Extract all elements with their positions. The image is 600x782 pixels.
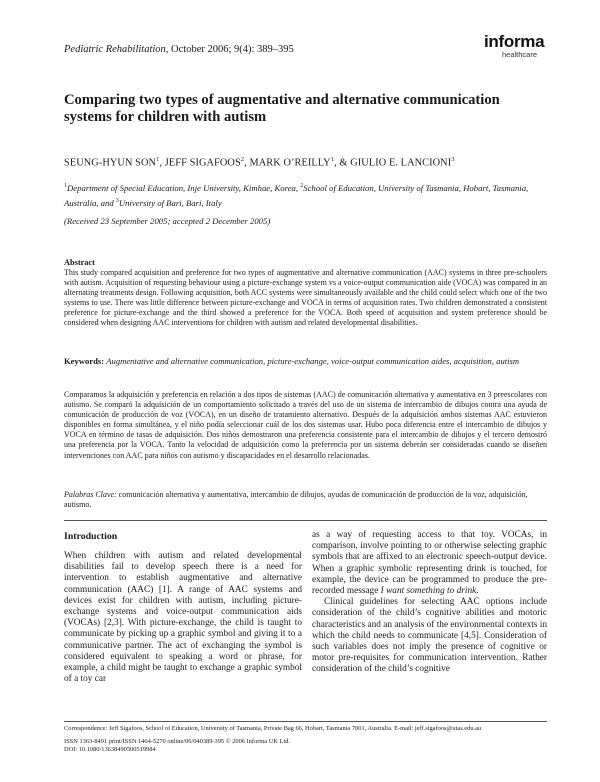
palabras-clave-section xyxy=(64,490,547,510)
affiliation-mark: 2 xyxy=(300,183,304,189)
journal-issue: October 2006; 9(4): 389–395 xyxy=(171,44,294,55)
page-footer xyxy=(64,725,547,754)
affiliation-3: University of Bari, Bari, Italy xyxy=(118,197,222,208)
footnote-divider xyxy=(64,721,547,722)
author-affiliation-mark: 3 xyxy=(451,156,455,163)
abstract-heading: Abstract xyxy=(64,258,95,267)
author-affiliation-mark: 2 xyxy=(240,156,245,163)
affiliation-mark: 3 xyxy=(115,197,119,204)
intro-paragraph: Clinical guidelines for selecting AAC options include consideration of the child’s cognitive abilities and motoric characteristics and an analysis of the environmental contexts in which the child needs to communicate [4,5]. Consideration of such variables does not imply the presence of cognitive or motor pre-requisites for communication intervention. Rather consideration of the child’s cognitive xyxy=(312,597,547,675)
author-name: JEFF SIGAFOOS xyxy=(164,157,241,169)
body-column-left xyxy=(64,551,302,685)
author-separator: , xyxy=(159,157,165,169)
doi-line: DOI: 10.1080/13638490500519984 xyxy=(64,746,156,753)
author-name: SEUNG-HYUN SON xyxy=(64,157,157,169)
intro-text: as a way of requesting access to that toy. VOCAs, in comparison, involve pointing to or otherwise selecting graphic symbols that are affixed to an electronic speech-output device. When a graphic symbolic representing drink is touched, for example, the device can be programmed to produce the pre-recorded message xyxy=(312,530,547,597)
logo-main-text: informa xyxy=(484,32,545,51)
palabras-clave-label: Palabras Clave: xyxy=(64,490,117,499)
abstract-section xyxy=(64,258,547,328)
issn-line: ISSN 1363-8491 print/ISSN 1464-5270 online/06/040389-395 © 2006 Informa UK Ltd. xyxy=(64,738,291,745)
author-list xyxy=(64,156,544,168)
correspondence-note: Correspondence: Jeff Sigafoos, School of Education, University of Tasmania, Private Bag 66, Hobart, Tasmania 7001, Australia. E-mail: jeff.sigafoos@utas.edu.au xyxy=(64,725,482,732)
body-column-right xyxy=(312,530,547,676)
abstract-text: This study compared acquisition and preference for two types of augmentative and alternative communication (AAC) systems in three pre-schoolers with autism. Acquisition of requesting behaviour using a picture-exchange system vs a voice-output communication aide (VOCA) was compared in an alternating treatments design. Following acquisition, both ACC systems were simultaneously available and the child could select which one of the two systems to use. There was little difference between picture-exchange and VOCA in terms of acquisition rates. Two children demonstrated a consistent preference for picture-exchange and the third showed a preference for the VOCA. Both speed of acquisition and system preference should be considered when designing AAC interventions for children with autism and related developmental disabilities. xyxy=(64,268,547,327)
journal-name: Pediatric Rehabilitation, xyxy=(64,44,169,55)
intro-paragraph xyxy=(312,530,547,597)
section-divider xyxy=(64,520,547,521)
author-separator: , & xyxy=(334,157,351,169)
keywords-text: Augmentative and alternative communication, picture-exchange, voice-output communication aides, acquisition, autism xyxy=(106,356,520,366)
keywords-label: Keywords: xyxy=(64,356,105,366)
intro-paragraph: When children with autism and related developmental disabilities fail to develop speech there is a need for intervention to establish augmentative and alternative communication (AAC) [1]. A range of AAC systems and devices exist for children with autism, including picture-exchange systems and voice-output communication aids (VOCAs) [2,3]. With picture-exchange, the child is taught to communicate by picking up a graphic symbol and giving it to a communicative partner. The act of exchanging the symbol is considered equivalent to speaking a word or phrase, for example, a child might be taught to exchange a graphic symbol of a toy car xyxy=(64,551,302,685)
palabras-clave-text: comunicación alternativa y aumentativa, intercambio de dibujos, ayudas de comunicación de producción de la voz, adquisición, autismo. xyxy=(64,490,528,509)
affiliations xyxy=(64,180,544,210)
author-name: MARK O’REILLY xyxy=(249,157,331,169)
affiliation-1: Department of Special Education, Inje University, Kimhae, Korea, xyxy=(67,182,299,193)
author-separator: , xyxy=(244,157,250,169)
introduction-heading: Introduction xyxy=(64,531,118,542)
author-affiliation-mark: 1 xyxy=(330,156,335,163)
intro-text-end: . xyxy=(476,586,479,597)
received-dates: (Received 23 September 2005; accepted 2 December 2005) xyxy=(64,216,271,226)
journal-citation xyxy=(64,44,294,55)
keywords-section xyxy=(64,356,547,367)
article-title: Comparing two types of augmentative and alternative communication systems for children with autism xyxy=(64,92,500,125)
intro-italic-message: I want something to drink xyxy=(380,586,477,597)
author-affiliation-mark: 1 xyxy=(156,156,160,163)
author-name: GIULIO E. LANCIONI xyxy=(350,157,452,169)
logo-sub-text: healthcare xyxy=(502,50,538,59)
publisher-logo xyxy=(484,33,544,59)
affiliation-mark: 1 xyxy=(64,183,67,189)
affiliation-2: School of Education, University of Tasmania, Hobart, Tasmania, Australia, and xyxy=(64,182,529,208)
spanish-abstract: Comparamos la adquisición y preferencia en relación a dos tipos de sistemas (AAC) de comunicación alternativa y aumentativa en 3 preescolares con autismo. Se comparó la adquisición de un comportamiento solicitado a través del uso de un sistema de intercambio de dibujos contra una ayuda de comunicación de producción de voz (VOCA), en un diseño de tratamiento alternativo. Después de la adquisición ambos sistemas AAC estuvieron disponibles en forma simultánea, y el niño podía seleccionar cuál de los dos sistemas usar. Hubo poca diferencia entre el intercambio de dibujos y VOCA en término de tasas de adquisición. Dos niños demostraron una preferencia consistente para el intercambio de dibujos y el tercero demostró una preferencia por la VOCA. Tanto la velocidad de adquisición como la preferencia por un sistema deberán ser consideradas cuando se diseñen intervenciones con AAC para niños con autismo y discapacidades en el desarrollo relacionadas. xyxy=(64,390,547,460)
